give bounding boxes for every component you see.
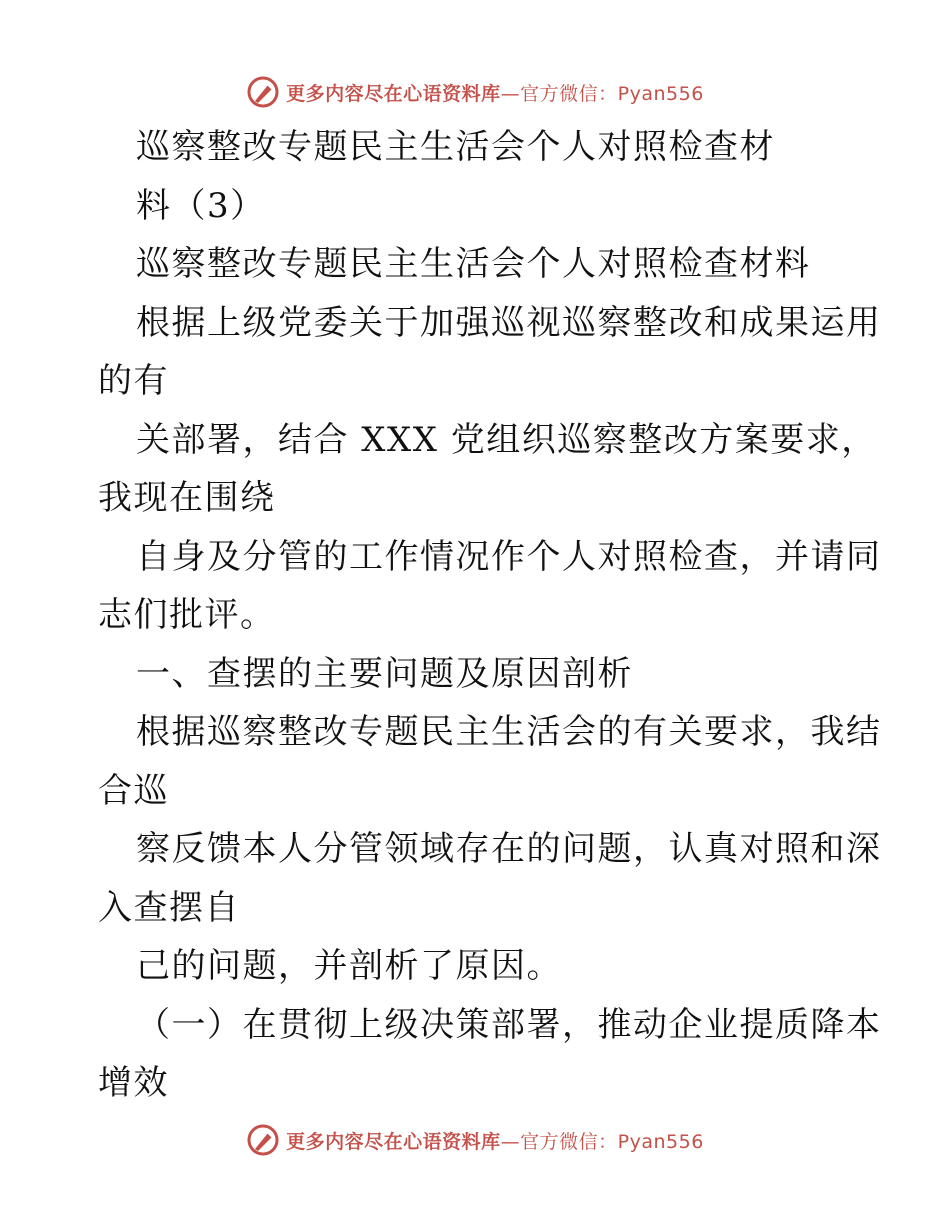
document-body <box>98 118 882 1113</box>
paragraph-line: 入查摆自 <box>98 887 240 928</box>
paragraph-line: 关部署，结合 XXX 党组织巡察整改方案要求， <box>136 419 877 460</box>
paragraph-line: 察反馈本人分管领域存在的问题，认真对照和深 <box>136 829 882 869</box>
doc-title-line-1: 巡察整改专题民主生活会个人对照检查材 <box>136 127 775 167</box>
paragraph-line: 己的问题，并剖析了原因。 <box>136 946 562 986</box>
header-watermark <box>0 72 950 112</box>
footer-watermark <box>0 1120 950 1160</box>
paragraph-line: 合巡 <box>98 770 169 811</box>
paragraph-line: 自身及分管的工作情况作个人对照检查，并请同 <box>136 536 882 577</box>
paragraph-line: 增效 <box>98 1063 169 1103</box>
pen-nib-logo-icon <box>246 75 280 109</box>
doc-title-line-2: 料（3） <box>136 185 266 226</box>
pen-nib-logo-icon <box>246 1123 280 1157</box>
paragraph-line: 志们批评。 <box>98 595 276 635</box>
doc-subtitle: 巡察整改专题民主生活会个人对照检查材料 <box>136 244 811 284</box>
header-watermark-text: 更多内容尽在心语资料库—官方微信：Pyan556 <box>286 82 704 105</box>
paragraph-line: 根据巡察整改专题民主生活会的有关要求，我结 <box>136 712 882 752</box>
paragraph-line: 根据上级党委关于加强巡视巡察整改和成果运用 <box>136 302 882 343</box>
paragraph-line: 我现在围绕 <box>98 478 276 518</box>
footer-watermark-text: 更多内容尽在心语资料库—官方微信：Pyan556 <box>286 1130 704 1153</box>
section-heading: 一、查摆的主要问题及原因剖析 <box>136 653 633 694</box>
paragraph-line: 的有 <box>98 361 169 401</box>
subsection-heading: （一）在贯彻上级决策部署，推动企业提质降本 <box>136 1004 882 1045</box>
